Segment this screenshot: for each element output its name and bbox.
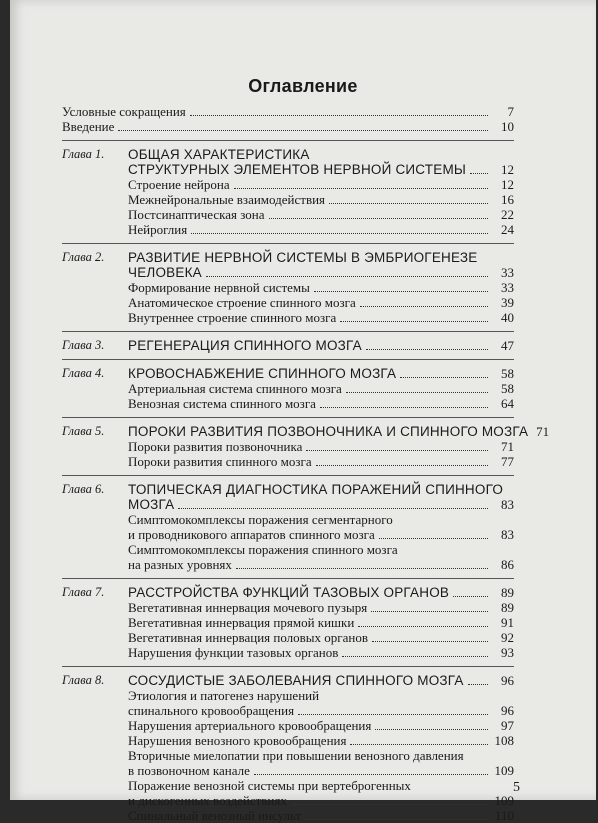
- chapter-heading[interactable]: [62, 673, 514, 688]
- toc-entry-section-page: 64: [501, 396, 514, 411]
- book-page: [10, 0, 596, 823]
- dot-leader: [360, 306, 488, 307]
- chapter-label: Глава 8.: [62, 673, 105, 687]
- chapter-page: 89: [501, 585, 514, 600]
- toc-entry-section[interactable]: [62, 177, 514, 192]
- toc-entry-section[interactable]: [62, 557, 514, 572]
- toc-entry-section-page: 109: [494, 763, 514, 778]
- chapter-title-line: ТОПИЧЕСКАЯ ДИАГНОСТИКА ПОРАЖЕНИЙ СПИННОГО: [128, 482, 504, 497]
- chapter-divider: [62, 417, 514, 418]
- chapter-divider: [62, 331, 514, 332]
- toc-entry-section-page: 83: [501, 527, 514, 542]
- chapter-heading-cont[interactable]: [62, 265, 514, 280]
- toc-entry-section[interactable]: [62, 192, 514, 207]
- toc-entry-section-line: Поражение венозной системы при вертеброгенных: [128, 778, 411, 793]
- toc-entry-section[interactable]: [62, 793, 514, 808]
- toc-entry-section-page: 93: [501, 645, 514, 660]
- toc-entry-section-page: 89: [501, 600, 514, 615]
- dot-leader: [372, 641, 488, 642]
- toc-entry-section-text: Нарушения функции тазовых органов: [128, 645, 339, 660]
- toc-entry-section-text: Вегетативная иннервация половых органов: [128, 630, 368, 645]
- chapter-title-line: КРОВОСНАБЖЕНИЕ СПИННОГО МОЗГА: [128, 366, 397, 381]
- chapter-title-line: РАССТРОЙСТВА ФУНКЦИЙ ТАЗОВЫХ ОРГАНОВ: [128, 585, 450, 600]
- toc-entry-section[interactable]: [62, 808, 514, 823]
- dot-leader: [118, 130, 488, 131]
- chapter-title-line: РЕГЕНЕРАЦИЯ СПИННОГО МОЗГА: [128, 338, 362, 353]
- toc-entry-section-text: Спинальный венозный инсульт: [128, 808, 302, 823]
- dot-leader: [453, 596, 488, 597]
- toc-entry-section-page: 33: [501, 280, 514, 295]
- toc-entry-section-text: Строение нейрона: [128, 177, 230, 192]
- toc-entry-section[interactable]: [62, 733, 514, 748]
- dot-leader: [298, 714, 488, 715]
- dot-leader: [366, 349, 488, 350]
- chapter-6: [62, 482, 514, 572]
- chapter-page: 71: [536, 424, 550, 439]
- chapter-divider: [62, 243, 514, 244]
- chapter-4: [62, 366, 514, 411]
- toc-entry-section-line: Этиология и патогенез нарушений: [128, 688, 320, 703]
- dot-leader: [379, 538, 488, 539]
- toc-entry-section[interactable]: [62, 310, 514, 325]
- toc-entry-front-text: Условные сокращения: [62, 104, 186, 119]
- toc-entry-section-page: 92: [501, 630, 514, 645]
- dot-leader: [269, 218, 488, 219]
- chapter-heading[interactable]: [62, 250, 514, 265]
- toc-entry-section-line: Симптомокомплексы поражения сегментарного: [128, 512, 393, 527]
- toc-entry-section[interactable]: [62, 381, 514, 396]
- toc-entry-front-page: 10: [501, 119, 514, 134]
- toc-entry-section[interactable]: [62, 454, 514, 469]
- chapter-label: Глава 4.: [62, 366, 105, 380]
- dot-leader: [305, 819, 488, 820]
- dot-leader: [316, 465, 488, 466]
- chapter-divider: [62, 666, 514, 667]
- toc-entry-section-page: 108: [494, 733, 514, 748]
- dot-leader: [191, 233, 488, 234]
- dot-leader: [236, 568, 488, 569]
- toc-entry-section-text: и дискогенных воздействиях: [128, 793, 287, 808]
- toc-entry-section-text: Артериальная система спинного мозга: [128, 381, 342, 396]
- toc-entry-section-text: в позвоночном канале: [128, 763, 250, 778]
- chapter-heading[interactable]: [62, 147, 514, 162]
- toc-entry-section[interactable]: [62, 280, 514, 295]
- chapter-label: Глава 2.: [62, 250, 105, 264]
- toc-entry-section-text: Пороки развития позвоночника: [128, 439, 303, 454]
- toc-entry-section-page: 71: [501, 439, 514, 454]
- dot-leader: [291, 804, 488, 805]
- dot-leader: [190, 115, 488, 116]
- toc-entry-section-text: Нарушения венозного кровообращения: [128, 733, 347, 748]
- chapter-7: [62, 585, 514, 660]
- toc-entry-front-page: 7: [507, 104, 514, 119]
- toc-entry-section-page: 109: [494, 793, 514, 808]
- toc-entry-section-page: 24: [501, 222, 514, 237]
- chapter-divider: [62, 359, 514, 360]
- toc-entry-section-page: 86: [501, 557, 514, 572]
- page-number: 5: [513, 780, 520, 795]
- dot-leader: [340, 321, 488, 322]
- chapter-page: 58: [501, 366, 514, 381]
- toc-entry-section-text: Нарушения артериального кровообращения: [128, 718, 372, 733]
- toc-entry-section[interactable]: [62, 615, 514, 630]
- chapter-3: [62, 338, 514, 353]
- toc-entry-section-line: Вторичные миелопатии при повышении венозного давления: [128, 748, 464, 763]
- chapter-page: 12: [501, 162, 514, 177]
- toc-entry-section[interactable]: [62, 763, 514, 778]
- dot-leader: [314, 291, 488, 292]
- toc-entry-section[interactable]: [62, 439, 514, 454]
- toc-entry-section-page: 96: [501, 703, 514, 718]
- toc-entry-section[interactable]: [62, 703, 514, 718]
- chapter-5: [62, 424, 550, 469]
- toc-entry-section-page: 40: [501, 310, 514, 325]
- toc-entry-section-page: 110: [494, 808, 514, 823]
- toc-entry-front-text: Введение: [62, 119, 115, 134]
- toc-entry-section-text: Вегетативная иннервация мочевого пузыря: [128, 600, 368, 615]
- toc-entry-section[interactable]: [62, 527, 514, 542]
- chapter-heading[interactable]: [62, 338, 514, 353]
- toc-entry-section-page: 97: [501, 718, 514, 733]
- chapter-title-line: ЧЕЛОВЕКА: [128, 265, 202, 280]
- dot-leader: [254, 774, 488, 775]
- toc-entry-section-text: Межнейрональные взаимодействия: [128, 192, 326, 207]
- chapter-divider: [62, 475, 514, 476]
- dot-leader: [346, 392, 488, 393]
- toc-entry-section-text: Венозная система спинного мозга: [128, 396, 316, 411]
- toc-entry-section-page: 91: [501, 615, 514, 630]
- chapter-page: 96: [501, 673, 514, 688]
- toc-entry-section[interactable]: [62, 645, 514, 660]
- dot-leader: [358, 626, 488, 627]
- chapter-label: Глава 7.: [62, 585, 105, 599]
- toc-entry-section-text: и проводникового аппаратов спинного мозга: [128, 527, 375, 542]
- chapter-page: 33: [501, 265, 514, 280]
- toc-entry-front[interactable]: [62, 104, 514, 119]
- dot-leader: [468, 684, 488, 685]
- chapter-label: Глава 6.: [62, 482, 105, 496]
- chapter-heading-cont[interactable]: [62, 497, 514, 512]
- chapter-heading-cont[interactable]: [62, 162, 514, 177]
- toc-entry-section-page: 58: [501, 381, 514, 396]
- toc-entry-section-text: спинального кровообращения: [128, 703, 295, 718]
- chapter-heading[interactable]: [62, 482, 514, 497]
- chapter-label: Глава 1.: [62, 147, 105, 161]
- chapter-page: 83: [501, 497, 514, 512]
- toc-entry-section[interactable]: [62, 222, 514, 237]
- chapter-1: [62, 147, 514, 237]
- toc-entry-section-page: 39: [501, 295, 514, 310]
- toc-entry-section-line: Симптомокомплексы поражения спинного мозга: [128, 542, 398, 557]
- dot-leader: [400, 377, 488, 378]
- dot-leader: [342, 656, 488, 657]
- chapter-heading[interactable]: [62, 366, 514, 381]
- toc-entry-section[interactable]: [62, 295, 514, 310]
- toc-entry-front[interactable]: [62, 119, 514, 134]
- chapter-heading[interactable]: [62, 424, 550, 439]
- dot-leader: [320, 407, 488, 408]
- chapter-divider: [62, 578, 514, 579]
- toc-entry-section-text: Анатомическое строение спинного мозга: [128, 295, 356, 310]
- toc-entry-section-text: Нейроглия: [128, 222, 188, 237]
- toc-entry-section-page: 16: [501, 192, 514, 207]
- toc-entry-section-page: 77: [501, 454, 514, 469]
- toc-entry-section[interactable]: [62, 396, 514, 411]
- chapter-2: [62, 250, 514, 325]
- page-title: Оглавление: [248, 76, 358, 96]
- table-of-contents: [62, 104, 550, 823]
- toc-entry-section-text: Постсинаптическая зона: [128, 207, 265, 222]
- toc-entry-section-text: Пороки развития спинного мозга: [128, 454, 312, 469]
- dot-leader: [206, 276, 488, 277]
- toc-entry-section-text: Формирование нервной системы: [128, 280, 310, 295]
- chapter-title-line: МОЗГА: [128, 497, 175, 512]
- chapter-title-line: ОБЩАЯ ХАРАКТЕРИСТИКА: [128, 147, 310, 162]
- toc-entry-section[interactable]: [62, 600, 514, 615]
- dot-leader: [375, 729, 488, 730]
- chapter-title-line: СТРУКТУРНЫХ ЭЛЕМЕНТОВ НЕРВНОЙ СИСТЕМЫ: [128, 162, 467, 177]
- chapter-title-line: СОСУДИСТЫЕ ЗАБОЛЕВАНИЯ СПИННОГО МОЗГА: [128, 673, 464, 688]
- toc-entry-section-page: 22: [501, 207, 514, 222]
- dot-leader: [178, 508, 488, 509]
- toc-entry-section-text: Вегетативная иннервация прямой кишки: [128, 615, 355, 630]
- chapter-title-line: РАЗВИТИЕ НЕРВНОЙ СИСТЕМЫ В ЭМБРИОГЕНЕЗЕ: [128, 250, 478, 265]
- dot-leader: [234, 188, 488, 189]
- toc-entry-section-text: Внутреннее строение спинного мозга: [128, 310, 337, 325]
- chapter-title-line: ПОРОКИ РАЗВИТИЯ ПОЗВОНОЧНИКА И СПИННОГО МОЗГА: [128, 424, 529, 439]
- chapter-label: Глава 3.: [62, 338, 105, 352]
- dot-leader: [306, 450, 488, 451]
- chapter-page: 47: [501, 338, 514, 353]
- toc-entry-section-text: на разных уровнях: [128, 557, 232, 572]
- toc-entry-section[interactable]: [62, 207, 514, 222]
- toc-entry-section[interactable]: [62, 718, 514, 733]
- toc-entry-section-page: 12: [501, 177, 514, 192]
- chapter-heading[interactable]: [62, 585, 514, 600]
- toc-entry-section[interactable]: [62, 630, 514, 645]
- chapter-label: Глава 5.: [62, 424, 105, 438]
- chapter-divider: [62, 140, 514, 141]
- dot-leader: [350, 744, 488, 745]
- chapter-8: [62, 673, 514, 823]
- dot-leader: [470, 173, 488, 174]
- dot-leader: [329, 203, 488, 204]
- dot-leader: [371, 611, 488, 612]
